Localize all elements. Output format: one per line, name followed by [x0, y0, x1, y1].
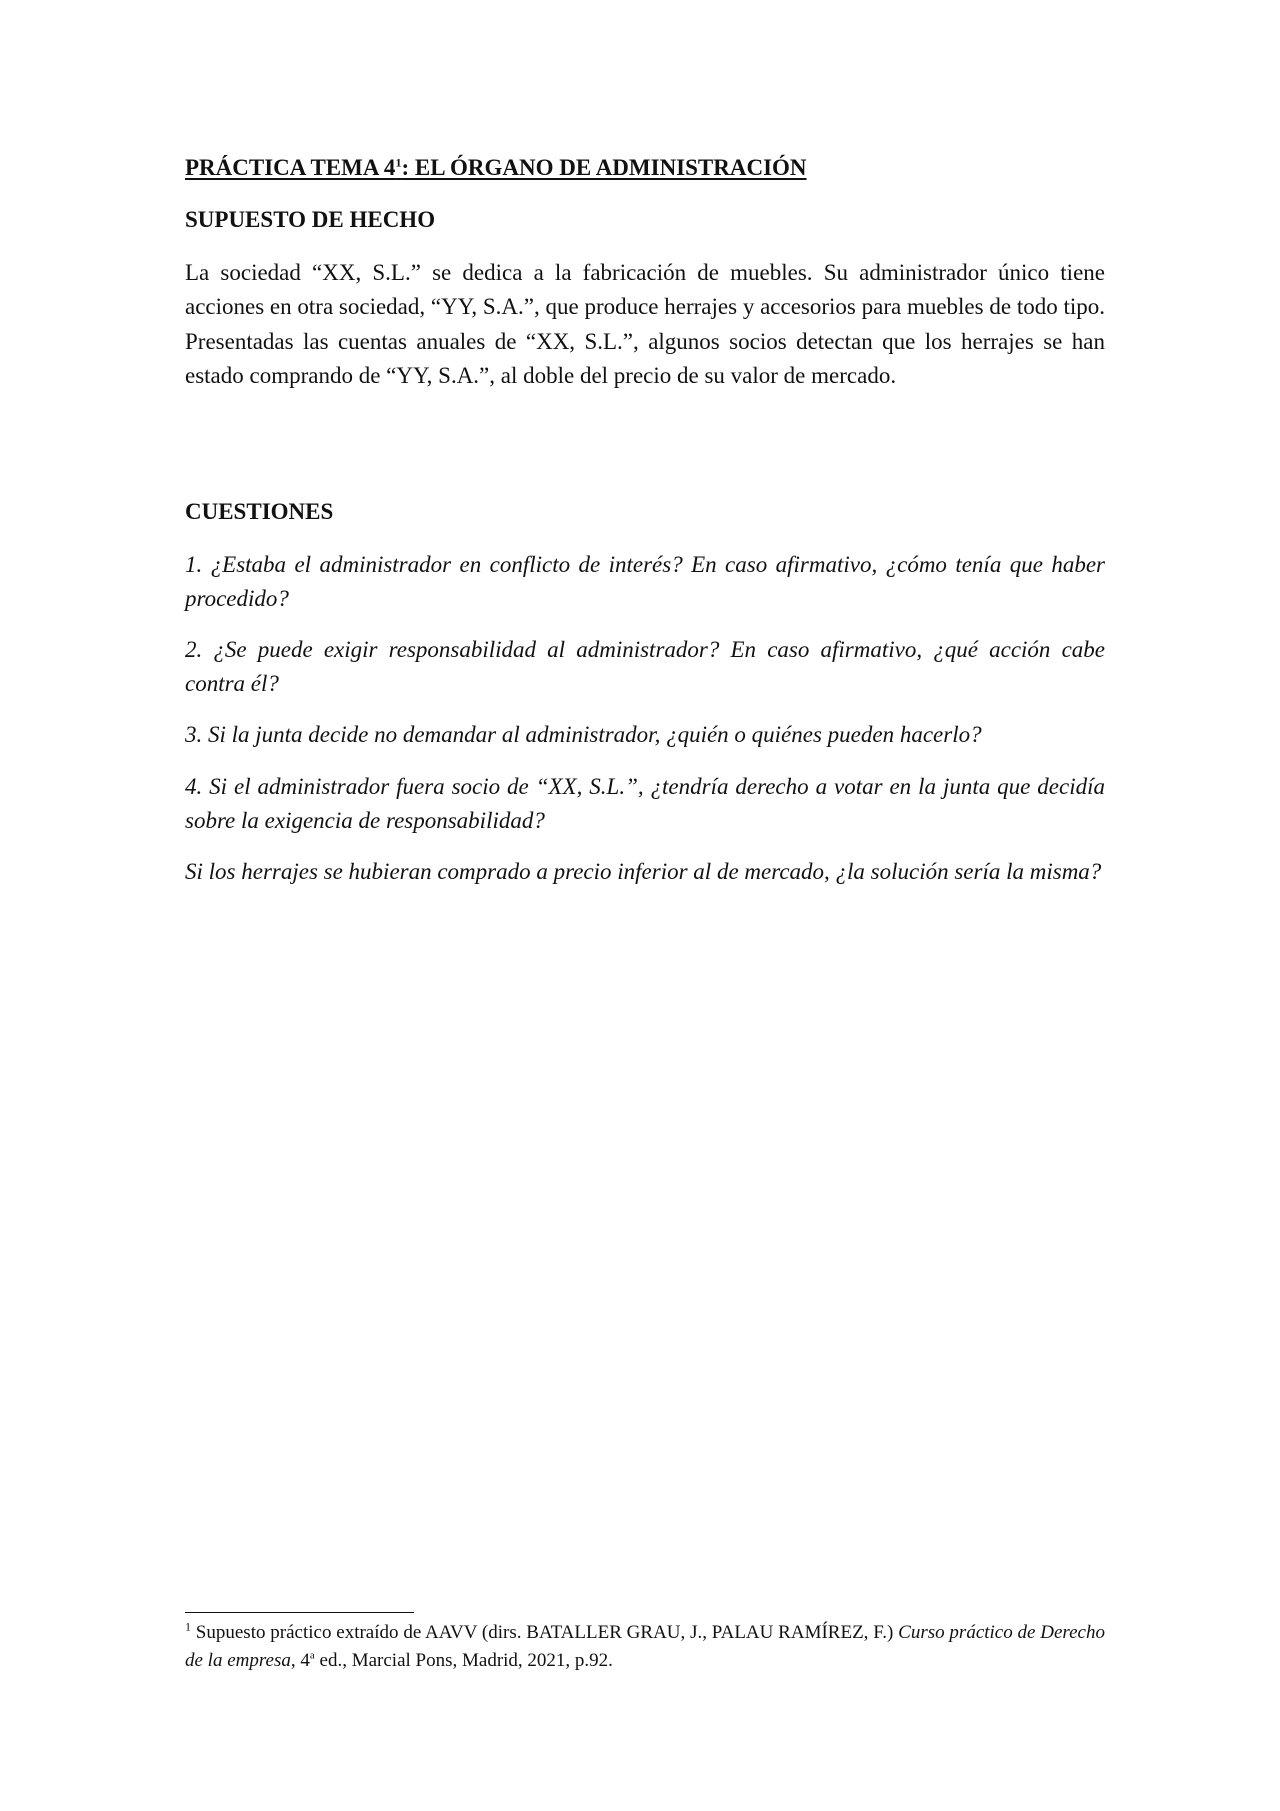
questions-heading: CUESTIONES: [185, 499, 334, 524]
title-footnote-mark[interactable]: 1: [395, 155, 402, 170]
question-item: 1. ¿Estaba el administrador en conflicto de interés? En caso afirmativo, ¿cómo tenía que haber procedido?: [185, 552, 1105, 612]
title-text: PRÁCTICA TEMA 4: [185, 155, 396, 180]
fact-heading: SUPUESTO DE HECHO: [185, 207, 436, 232]
fact-paragraph: La sociedad “XX, S.L.” se dedica a la fabricación de muebles. Su administrador único tiene acciones en otra sociedad, “YY, S.A.”, que produce herrajes y accesorios para muebles de todo tipo. Presentadas las cuentas anuales de “XX, S.L.”, algunos socios detectan que los herrajes se han estado comprando de “YY, S.A.”, al doble del precio de su valor de mercado.: [185, 260, 1105, 388]
question-item: 2. ¿Se puede exigir responsabilidad al administrador? En caso afirmativo, ¿qué acción cabe contra él?: [185, 637, 1105, 697]
footnote-book-title: Curso práctico de Derecho de la empresa: [185, 1622, 1105, 1671]
footnote-text-before: Supuesto práctico extraído de AAVV (dirs. BATALLER GRAU, J., PALAU RAMÍREZ, F.): [191, 1622, 899, 1643]
document-page: [185, 0, 1105, 1811]
footnote-separator: [185, 1612, 414, 1613]
footnote-edition-ordinal: a: [309, 1649, 315, 1662]
footnote-mark: 1: [185, 1619, 191, 1634]
question-item: Si los herrajes se hubieran comprado a precio inferior al de mercado, ¿la solución sería la misma?: [185, 859, 1102, 884]
document-title: [185, 153, 807, 183]
question-item: 3. Si la junta decide no demandar al administrador, ¿quién o quiénes pueden hacerlo?: [185, 722, 982, 747]
title-suffix: : EL ÓRGANO DE ADMINISTRACIÓN: [401, 155, 807, 180]
question-item: 4. Si el administrador fuera socio de “XX, S.L.”, ¿tendría derecho a votar en la junta que decidía sobre la exigencia de responsabilidad?: [185, 774, 1105, 834]
footnote-text-mid: , 4: [290, 1650, 310, 1671]
footnote: [185, 1619, 1105, 1675]
footnote-text-after: ed., Marcial Pons, Madrid, 2021, p.92.: [314, 1650, 613, 1671]
